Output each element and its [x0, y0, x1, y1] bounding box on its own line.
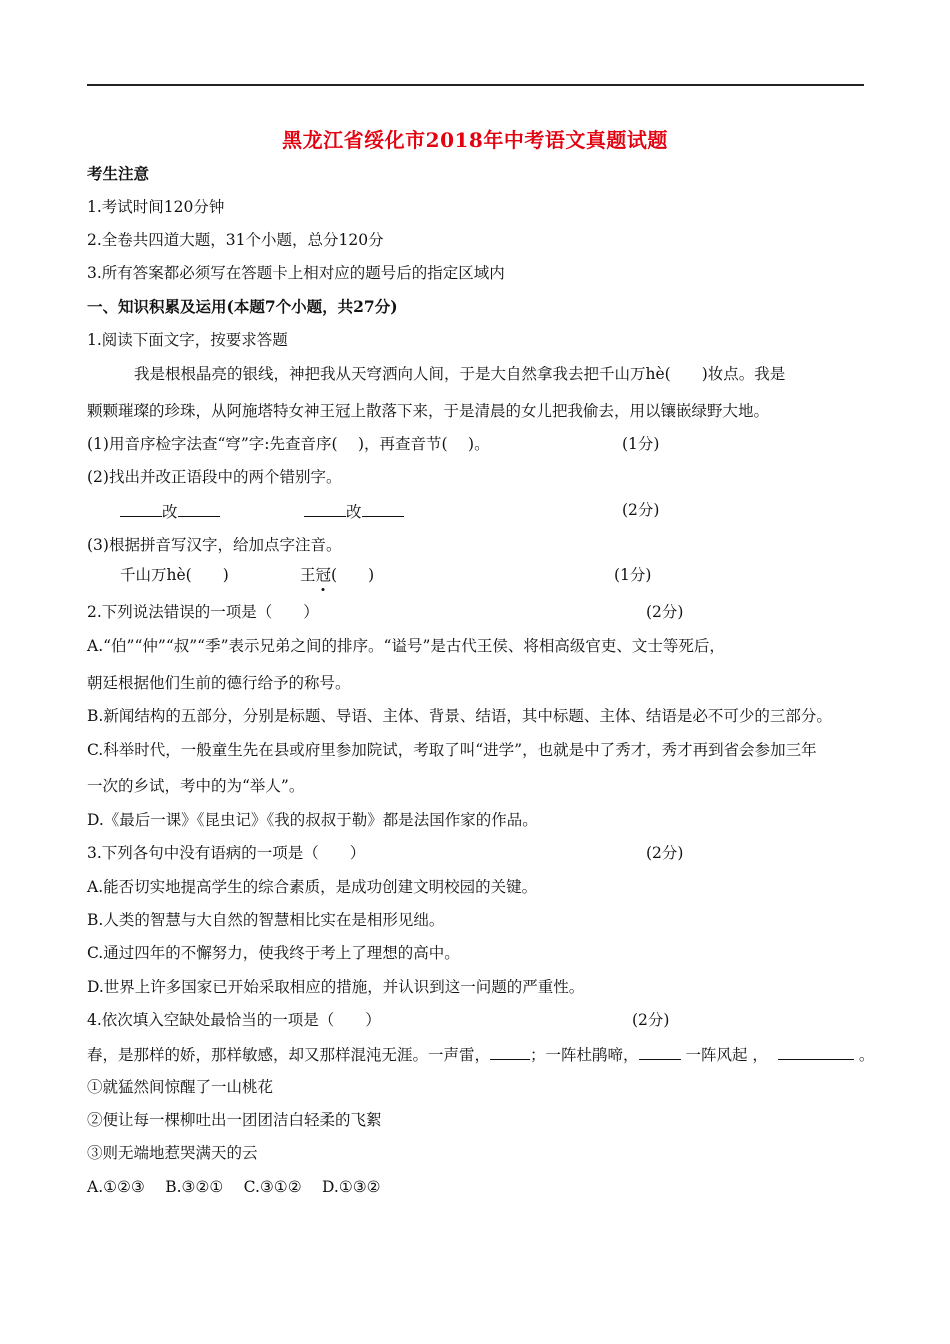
- q1-sub2-answer-a: 改: [120, 500, 220, 522]
- q2-option-d: D.《最后一课》《昆虫记》《我的叔叔于勒》都是法国作家的作品。: [87, 811, 538, 829]
- q1-sub3-item-a: 千山万hè( ): [120, 566, 229, 584]
- q4-stem: 4.依次填入空缺处最恰当的一项是（ ）: [87, 1011, 381, 1029]
- emphasis-dot-char: 冠: [315, 566, 332, 584]
- q3-option-d: D.世界上许多国家已开始采取相应的措施，并认识到这一问题的严重性。: [87, 978, 585, 996]
- q1-sub1-score: (1分): [622, 435, 660, 453]
- q1-sub3-score: (1分): [614, 566, 652, 584]
- q3-option-c: C.通过四年的不懈努力，使我终于考上了理想的高中。: [87, 944, 460, 962]
- q2-option-a-line1: A.“伯”“仲”“叔”“季”表示兄弟之间的排序。“谥号”是古代王侯、将相高级官吏、文士等死后，: [87, 637, 725, 655]
- q1-sub2-answer-b: 改: [304, 500, 404, 522]
- q2-option-b: B.新闻结构的五部分，分别是标题、导语、主体、背景、结语，其中标题、主体、结语是必不可少的三部分。: [87, 707, 832, 725]
- q3-option-a: A.能否切实地提高学生的综合素质，是成功创建文明校园的关键。: [87, 878, 538, 896]
- answer-blank[interactable]: [362, 500, 404, 517]
- q2-option-c-line1: C.科举时代，一般童生先在县或府里参加院试，考取了叫“进学”，也就是中了秀才，秀才再到省会参加三年: [87, 741, 817, 759]
- answer-blank[interactable]: [304, 500, 346, 517]
- notice-item-2: 2.全卷共四道大题，31个小题，总分120分: [87, 231, 384, 249]
- q3-score: (2分): [646, 844, 684, 862]
- q4-option-1: ①就猛然间惊醒了一山桃花: [87, 1078, 274, 1096]
- q4-option-3: ③则无端地惹哭满天的云: [87, 1144, 258, 1162]
- q2-score: (2分): [646, 603, 684, 621]
- q1-stem: 1.阅读下面文字，按要求答题: [87, 331, 288, 349]
- q4-score: (2分): [632, 1011, 670, 1029]
- q4-option-2: ②便让每一棵柳吐出一团团洁白轻柔的飞絮: [87, 1111, 382, 1129]
- answer-blank[interactable]: [178, 500, 220, 517]
- q1-sub3: (3)根据拼音写汉字，给加点字注音。: [87, 536, 342, 554]
- q1-passage-line1: 我是根根晶亮的银线，神把我从天穹洒向人间，于是大自然拿我去把千山万hè( )妆点。我是: [134, 365, 786, 383]
- q2-stem: 2.下列说法错误的一项是（ ）: [87, 603, 319, 621]
- header-rule: [87, 84, 864, 86]
- notice-item-1: 1.考试时间120分钟: [87, 198, 225, 216]
- q4-passage: 春，是那样的娇，那样敏感，却又那样混沌无涯。一声雷， ；一阵杜鹃啼， 一阵风起 ， 。: [87, 1043, 874, 1065]
- section1-heading: 一、知识积累及运用(本题7个小题，共27分): [87, 297, 398, 316]
- notice-heading: 考生注意: [87, 164, 150, 183]
- q1-sub2-score: (2分): [622, 501, 660, 519]
- notice-item-3: 3.所有答案都必须写在答题卡上相对应的题号后的指定区域内: [87, 264, 505, 282]
- q4-choices: A.①②③ B.③②① C.③①② D.①③②: [87, 1178, 381, 1196]
- q3-option-b: B.人类的智慧与大自然的智慧相比实在是相形见绌。: [87, 911, 445, 929]
- q2-option-c-line2: 一次的乡试，考中的为“举人”。: [87, 777, 305, 795]
- q2-option-a-line2: 朝廷根据他们生前的德行给予的称号。: [87, 674, 351, 692]
- q3-stem: 3.下列各句中没有语病的一项是（ ）: [87, 844, 366, 862]
- fill-blank-3[interactable]: [778, 1043, 854, 1060]
- q1-sub1: (1)用音序检字法查“穹”字:先查音序( )，再查音节( )。: [87, 435, 490, 453]
- fill-blank-1[interactable]: [490, 1043, 530, 1060]
- q1-sub2: (2)找出并改正语段中的两个错别字。: [87, 468, 342, 486]
- fill-blank-2[interactable]: [639, 1043, 681, 1060]
- answer-blank[interactable]: [120, 500, 162, 517]
- q1-sub3-item-b: 王冠( ): [300, 566, 375, 584]
- page-title: 黑龙江省绥化市2018年中考语文真题试题: [282, 128, 668, 152]
- q1-passage-line2: 颗颗璀璨的珍珠，从阿施塔特女神王冠上散落下来，于是清晨的女儿把我偷去，用以镶嵌绿野大地。: [87, 402, 770, 420]
